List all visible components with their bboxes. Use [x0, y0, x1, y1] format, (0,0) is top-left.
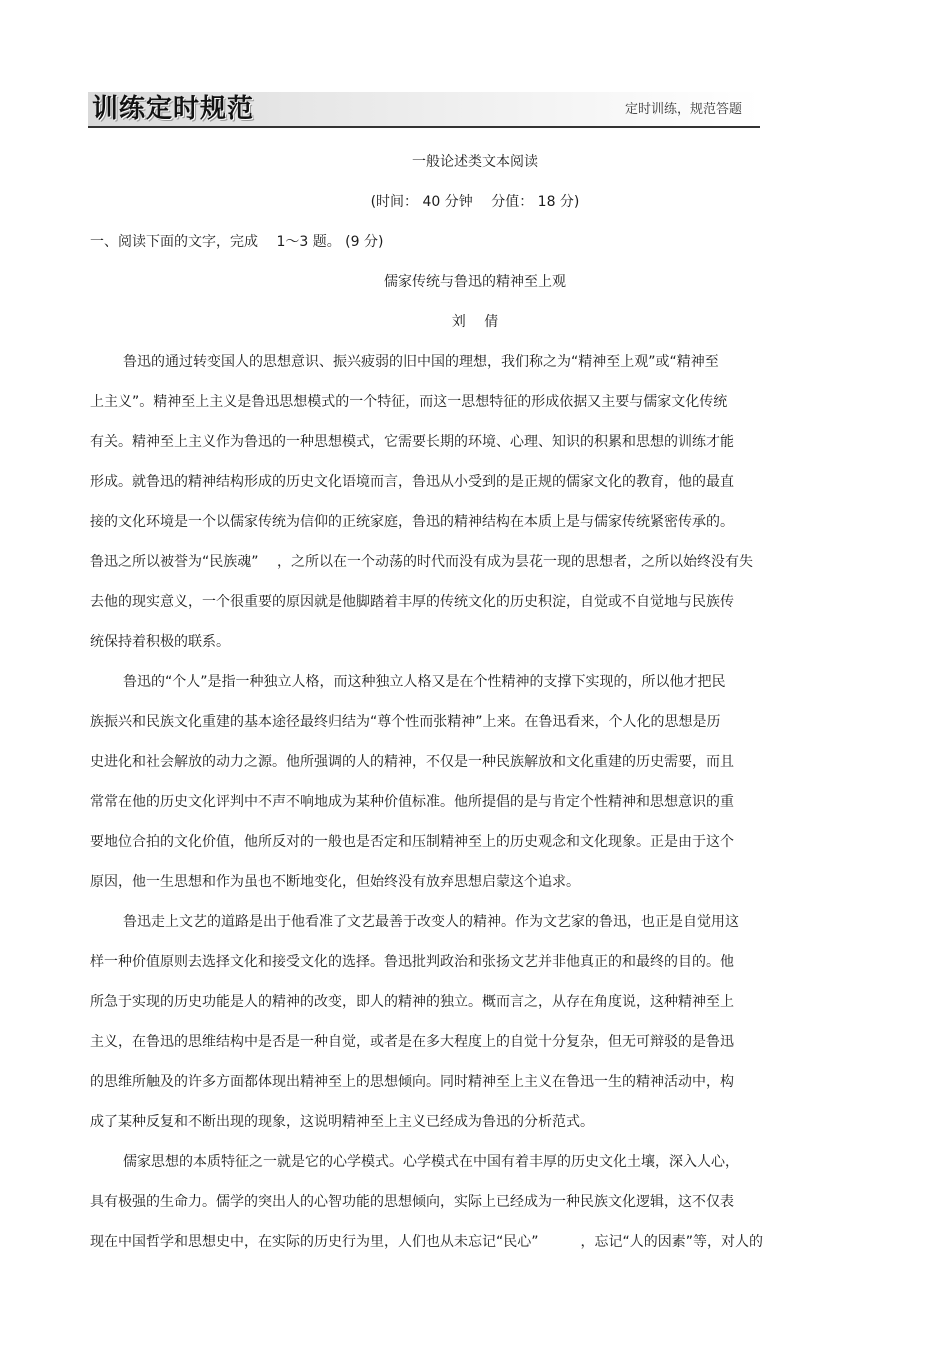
paragraph-line: 史进化和社会解放的动力之源。他所强调的人的精神，不仅是一种民族解放和文化重建的历史需要，而且	[90, 754, 734, 770]
article-title: 儒家传统与鲁迅的精神至上观	[384, 274, 566, 290]
paragraph-line: 要地位合拍的文化价值，他所反对的一般也是否定和压制精神至上的历史观念和文化现象。正是由于这个	[90, 834, 734, 850]
paragraph-line: 统保持着积极的联系。	[90, 634, 230, 650]
paragraph-line: 形成。就鲁迅的精神结构形成的历史文化语境而言，鲁迅从小受到的是正规的儒家文化的教育，他的最直	[90, 474, 734, 490]
paragraph-line: 原因，他一生思想和作为虽也不断地变化，但始终没有放弃思想启蒙这个追求。	[90, 874, 580, 890]
paragraph-line: 儒家思想的本质特征之一就是它的心学模式。心学模式在中国有着丰厚的历史文化土壤，深入人心，	[123, 1154, 739, 1170]
page-heading: 一般论述类文本阅读	[412, 154, 538, 170]
banner-subtitle: 定时训练，规范答题	[624, 102, 742, 117]
paragraph-line: 鲁迅之所以被誉为“民族魂” ，之所以在一个动荡的时代而没有成为昙花一现的思想者，之所以始终没有失	[90, 554, 753, 570]
banner-divider	[88, 126, 760, 128]
question-instruction: 一、阅读下面的文字，完成 1～3 题。 (9 分)	[90, 234, 384, 250]
paragraph-line: 鲁迅的“个人”是指一种独立人格，而这种独立人格又是在个性精神的支撑下实现的，所以他才把民	[123, 674, 726, 690]
article-author: 刘 倩	[451, 314, 499, 330]
paragraph-line: 样一种价值原则去选择文化和接受文化的选择。鲁迅批判政治和张扬文艺并非他真正的和最终的目的。他	[90, 954, 734, 970]
paragraph-line: 具有极强的生命力。儒学的突出人的心智功能的思想倾向，实际上已经成为一种民族文化逻辑，这不仅表	[90, 1194, 734, 1210]
paragraph-line: 常常在他的历史文化评判中不声不响地成为某种价值标准。他所提倡的是与肯定个性精神和思想意识的重	[90, 794, 734, 810]
banner-title: 训练定时规范	[92, 94, 255, 124]
paragraph-line: 的思维所触及的许多方面都体现出精神至上的思想倾向。同时精神至上主义在鲁迅一生的精神活动中，构	[90, 1074, 734, 1090]
paragraph-line: 所急于实现的历史功能是人的精神的改变，即人的精神的独立。概而言之，从存在角度说，这种精神至上	[90, 994, 734, 1010]
paragraph-line: 去他的现实意义，一个很重要的原因就是他脚踏着丰厚的传统文化的历史积淀，自觉或不自觉地与民族传	[90, 594, 734, 610]
paragraph-line: 有关。精神至上主义作为鲁迅的一种思想模式，它需要长期的环境、心理、知识的积累和思想的训练才能	[90, 434, 734, 450]
paragraph-line: 接的文化环境是一个以儒家传统为信仰的正统家庭，鲁迅的精神结构在本质上是与儒家传统紧密传承的。	[90, 514, 734, 530]
paragraph-line: 族振兴和民族文化重建的基本途径最终归结为“尊个性而张精神”上来。在鲁迅看来，个人化的思想是历	[90, 714, 721, 730]
paragraph-line: 上主义”。精神至上主义是鲁迅思想模式的一个特征，而这一思想特征的形成依据又主要与儒家文化传统	[90, 394, 728, 410]
section-banner	[88, 92, 760, 126]
paragraph-line: 鲁迅走上文艺的道路是出于他看准了文艺最善于改变人的精神。作为文艺家的鲁迅，也正是自觉用这	[123, 914, 739, 930]
paragraph-line: 现在中国哲学和思想史中，在实际的历史行为里，人们也从未忘记“民心” ，忘记“人的因素”等，对人的	[90, 1234, 764, 1250]
paragraph-line: 成了某种反复和不断出现的现象，这说明精神至上主义已经成为鲁迅的分析范式。	[90, 1114, 594, 1130]
time-score-info: (时间： 40 分钟 分值： 18 分)	[370, 194, 580, 210]
paragraph-line: 主义，在鲁迅的思维结构中是否是一种自觉，或者是在多大程度上的自觉十分复杂，但无可辩驳的是鲁迅	[90, 1034, 734, 1050]
paragraph-line: 鲁迅的通过转变国人的思想意识、振兴疲弱的旧中国的理想，我们称之为“精神至上观”或“精神至	[123, 354, 719, 370]
